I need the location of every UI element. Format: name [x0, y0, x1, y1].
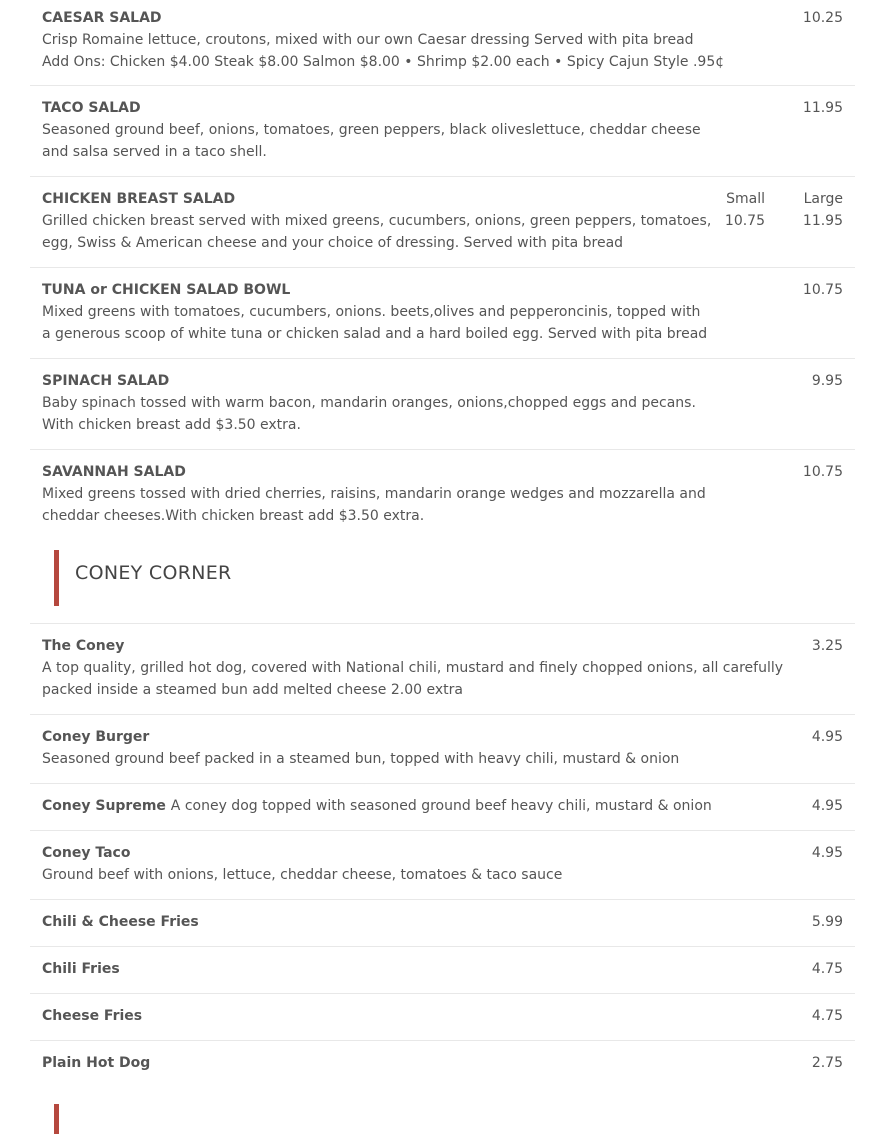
item-price: 5.99	[811, 914, 843, 930]
large-price-column	[803, 188, 843, 232]
item-price: 10.75	[802, 282, 843, 298]
item-description: Ground beef with onions, lettuce, cheddar cheese, tomatoes & taco sauce	[42, 867, 563, 883]
item-description: A coney dog topped with seasoned ground beef heavy chili, mustard & onion	[170, 798, 712, 814]
item-description: Grilled chicken breast served with mixed greens, cucumbers, onions, green peppers, tomatoes,	[42, 213, 712, 229]
item-price: 10.25	[802, 10, 843, 26]
item-title: Coney Burger	[42, 729, 150, 745]
menu-item-spinach-salad	[30, 359, 855, 450]
item-price: 11.95	[802, 100, 843, 116]
item-description: cheddar cheeses.With chicken breast add $3.50 extra.	[42, 508, 425, 524]
menu-item-taco-salad	[30, 86, 855, 177]
item-title: Chili & Cheese Fries	[42, 914, 199, 930]
menu-item-coney-supreme	[30, 784, 855, 831]
item-description: Seasoned ground beef, onions, tomatoes, green peppers, black oliveslettuce, cheddar cheese	[42, 122, 701, 138]
item-description: Add Ons: Chicken $4.00 Steak $8.00 Salmon $8.00 • Shrimp $2.00 each • Spicy Cajun Style .95¢	[42, 54, 725, 70]
menu-item-coney-taco	[30, 831, 855, 900]
item-price: 4.95	[811, 729, 843, 745]
item-title: Coney Supreme	[42, 798, 166, 814]
item-title: Coney Taco	[42, 845, 131, 861]
item-description: a generous scoop of white tuna or chicken salad and a hard boiled egg. Served with pita bread	[42, 326, 708, 342]
menu-item-chili-fries	[30, 947, 855, 994]
item-price: 3.25	[811, 638, 843, 654]
item-title: CHICKEN BREAST SALAD	[42, 191, 236, 207]
item-title: Chili Fries	[42, 961, 120, 977]
item-title: TUNA or CHICKEN SALAD BOWL	[42, 282, 291, 298]
item-description: A top quality, grilled hot dog, covered with National chili, mustard and finely chopped onions, all carefully	[42, 660, 784, 676]
item-price: 4.75	[811, 1008, 843, 1024]
item-title: Cheese Fries	[42, 1008, 143, 1024]
section-accent-bar	[54, 1104, 59, 1134]
small-size-price: 10.75	[724, 213, 765, 229]
item-description: and salsa served in a taco shell.	[42, 144, 267, 160]
item-price: 10.75	[802, 464, 843, 480]
menu-item-savannah-salad	[30, 450, 855, 540]
item-price: 4.95	[811, 845, 843, 861]
section-header-next	[30, 1088, 855, 1128]
item-description: With chicken breast add $3.50 extra.	[42, 417, 301, 433]
section-header-coney-corner	[30, 540, 855, 624]
item-title: Plain Hot Dog	[42, 1055, 151, 1071]
item-price: 2.75	[811, 1055, 843, 1071]
menu-item-caesar-salad	[30, 0, 855, 86]
menu-item-chicken-breast-salad	[30, 177, 855, 268]
menu-list	[30, 0, 855, 1128]
section-title: CONEY CORNER	[75, 562, 232, 584]
item-price: 9.95	[811, 373, 843, 389]
item-title: TACO SALAD	[42, 100, 141, 116]
menu-item-the-coney	[30, 624, 855, 715]
small-price-column	[725, 188, 765, 232]
item-description: Baby spinach tossed with warm bacon, mandarin oranges, onions,chopped eggs and pecans.	[42, 395, 696, 411]
item-description: packed inside a steamed bun add melted cheese 2.00 extra	[42, 682, 463, 698]
item-title: SAVANNAH SALAD	[42, 464, 186, 480]
menu-item-chili-cheese-fries	[30, 900, 855, 947]
item-description: Mixed greens tossed with dried cherries, raisins, mandarin orange wedges and mozzarella and	[42, 486, 706, 502]
menu-item-plain-hot-dog	[30, 1041, 855, 1088]
item-description: Seasoned ground beef packed in a steamed bun, topped with heavy chili, mustard & onion	[42, 751, 680, 767]
large-size-label: Large	[803, 191, 843, 207]
item-title-with-inline-description	[42, 795, 712, 817]
menu-item-cheese-fries	[30, 994, 855, 1041]
large-size-price: 11.95	[802, 213, 843, 229]
item-description: egg, Swiss & American cheese and your choice of dressing. Served with pita bread	[42, 235, 624, 251]
item-description: Crisp Romaine lettuce, croutons, mixed with our own Caesar dressing Served with pita bread	[42, 32, 694, 48]
item-title: SPINACH SALAD	[42, 373, 170, 389]
item-description: Mixed greens with tomatoes, cucumbers, onions. beets,olives and pepperoncinis, topped with	[42, 304, 701, 320]
item-price: 4.95	[811, 798, 843, 814]
section-accent-bar	[54, 550, 59, 606]
small-size-label: Small	[726, 191, 765, 207]
item-price: 4.75	[811, 961, 843, 977]
item-title: CAESAR SALAD	[42, 10, 162, 26]
menu-item-coney-burger	[30, 715, 855, 784]
menu-item-tuna-chicken-salad-bowl	[30, 268, 855, 359]
item-title: The Coney	[42, 638, 125, 654]
